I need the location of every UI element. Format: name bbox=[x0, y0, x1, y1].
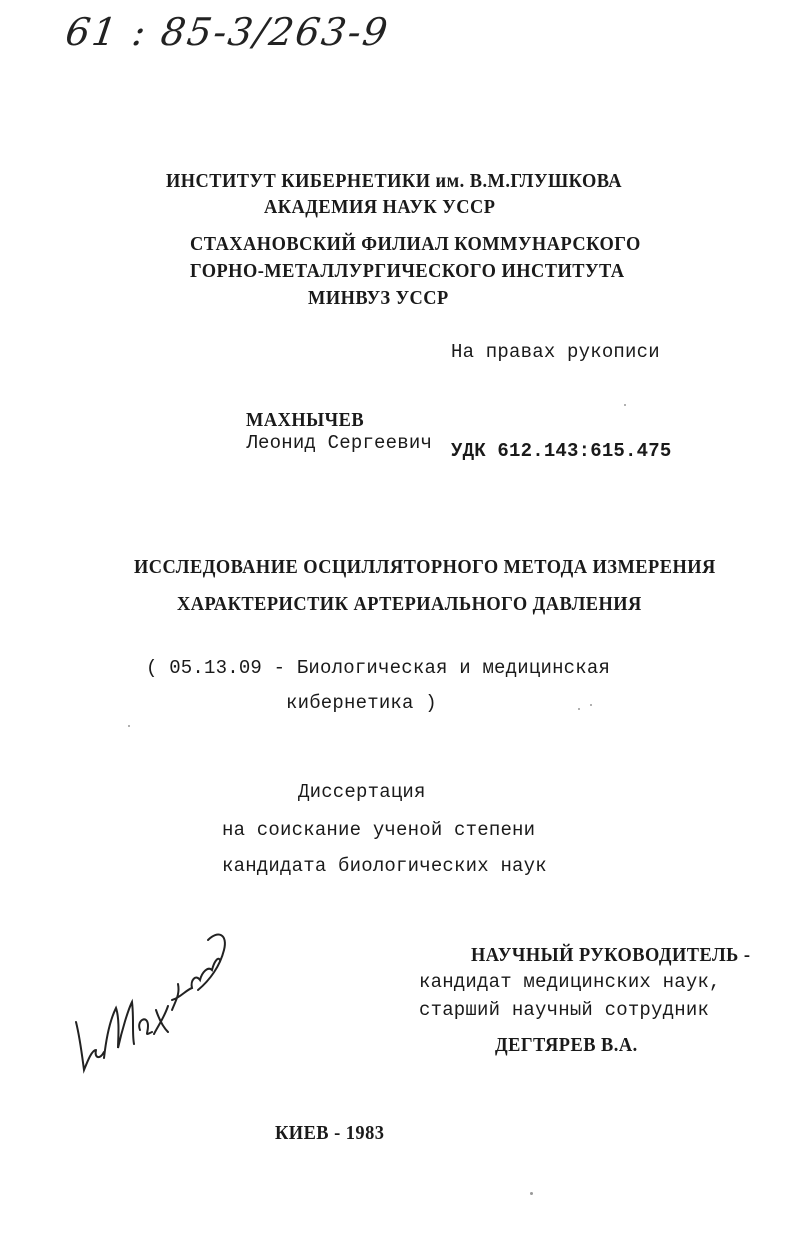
scan-speck bbox=[624, 404, 626, 406]
scan-speck bbox=[128, 725, 130, 727]
author-surname: МАХНЫЧЕВ bbox=[246, 409, 365, 431]
author-line bbox=[200, 387, 432, 476]
scan-speck bbox=[590, 704, 592, 706]
thesis-title-line-2: ХАРАКТЕРИСТИК АРТЕРИАЛЬНОГО ДАВЛЕНИЯ bbox=[177, 593, 642, 615]
handwritten-shelfmark: 61 : 85-3/263-9 bbox=[62, 10, 393, 54]
udc-code: УДК 612.143:615.475 bbox=[451, 440, 672, 462]
supervisor-line-1: кандидат медицинских наук, bbox=[419, 971, 721, 993]
supervisor-heading: НАУЧНЫЙ РУКОВОДИТЕЛЬ - bbox=[471, 944, 751, 966]
scan-speck bbox=[530, 1192, 533, 1195]
thesis-title-line-1: ИССЛЕДОВАНИЕ ОСЦИЛЛЯТОРНОГО МЕТОДА ИЗМЕРЕНИЯ bbox=[134, 556, 716, 578]
author-given-names: Леонид Сергеевич bbox=[246, 432, 433, 454]
institution-line-3: СТАХАНОВСКИЙ ФИЛИАЛ КОММУНАРСКОГО bbox=[190, 233, 641, 255]
institution-line-1: ИНСТИТУТ КИБЕРНЕТИКИ им. В.М.ГЛУШКОВА bbox=[166, 170, 623, 192]
city-year: КИЕВ - 1983 bbox=[275, 1122, 385, 1144]
degree-line-1: Диссертация bbox=[298, 781, 426, 803]
specialty-line-1: ( 05.13.09 - Биологическая и медицинская bbox=[146, 657, 611, 679]
scan-speck bbox=[578, 708, 580, 710]
rights-note: На правах рукописи bbox=[451, 341, 660, 363]
institution-line-2: АКАДЕМИЯ НАУК УССР bbox=[264, 196, 496, 218]
degree-line-2: на соискание ученой степени bbox=[222, 819, 536, 841]
degree-line-3: кандидата биологических наук bbox=[222, 855, 547, 877]
specialty-line-2: кибернетика ) bbox=[286, 692, 437, 714]
signature-icon bbox=[60, 910, 240, 1080]
supervisor-line-2: старший научный сотрудник bbox=[419, 999, 710, 1021]
institution-line-4: ГОРНО-МЕТАЛЛУРГИЧЕСКОГО ИНСТИТУТА bbox=[190, 260, 625, 282]
handwritten-signature bbox=[60, 910, 240, 1080]
supervisor-name: ДЕГТЯРЕВ В.А. bbox=[495, 1034, 638, 1056]
institution-line-5: МИНВУЗ УССР bbox=[308, 287, 449, 309]
